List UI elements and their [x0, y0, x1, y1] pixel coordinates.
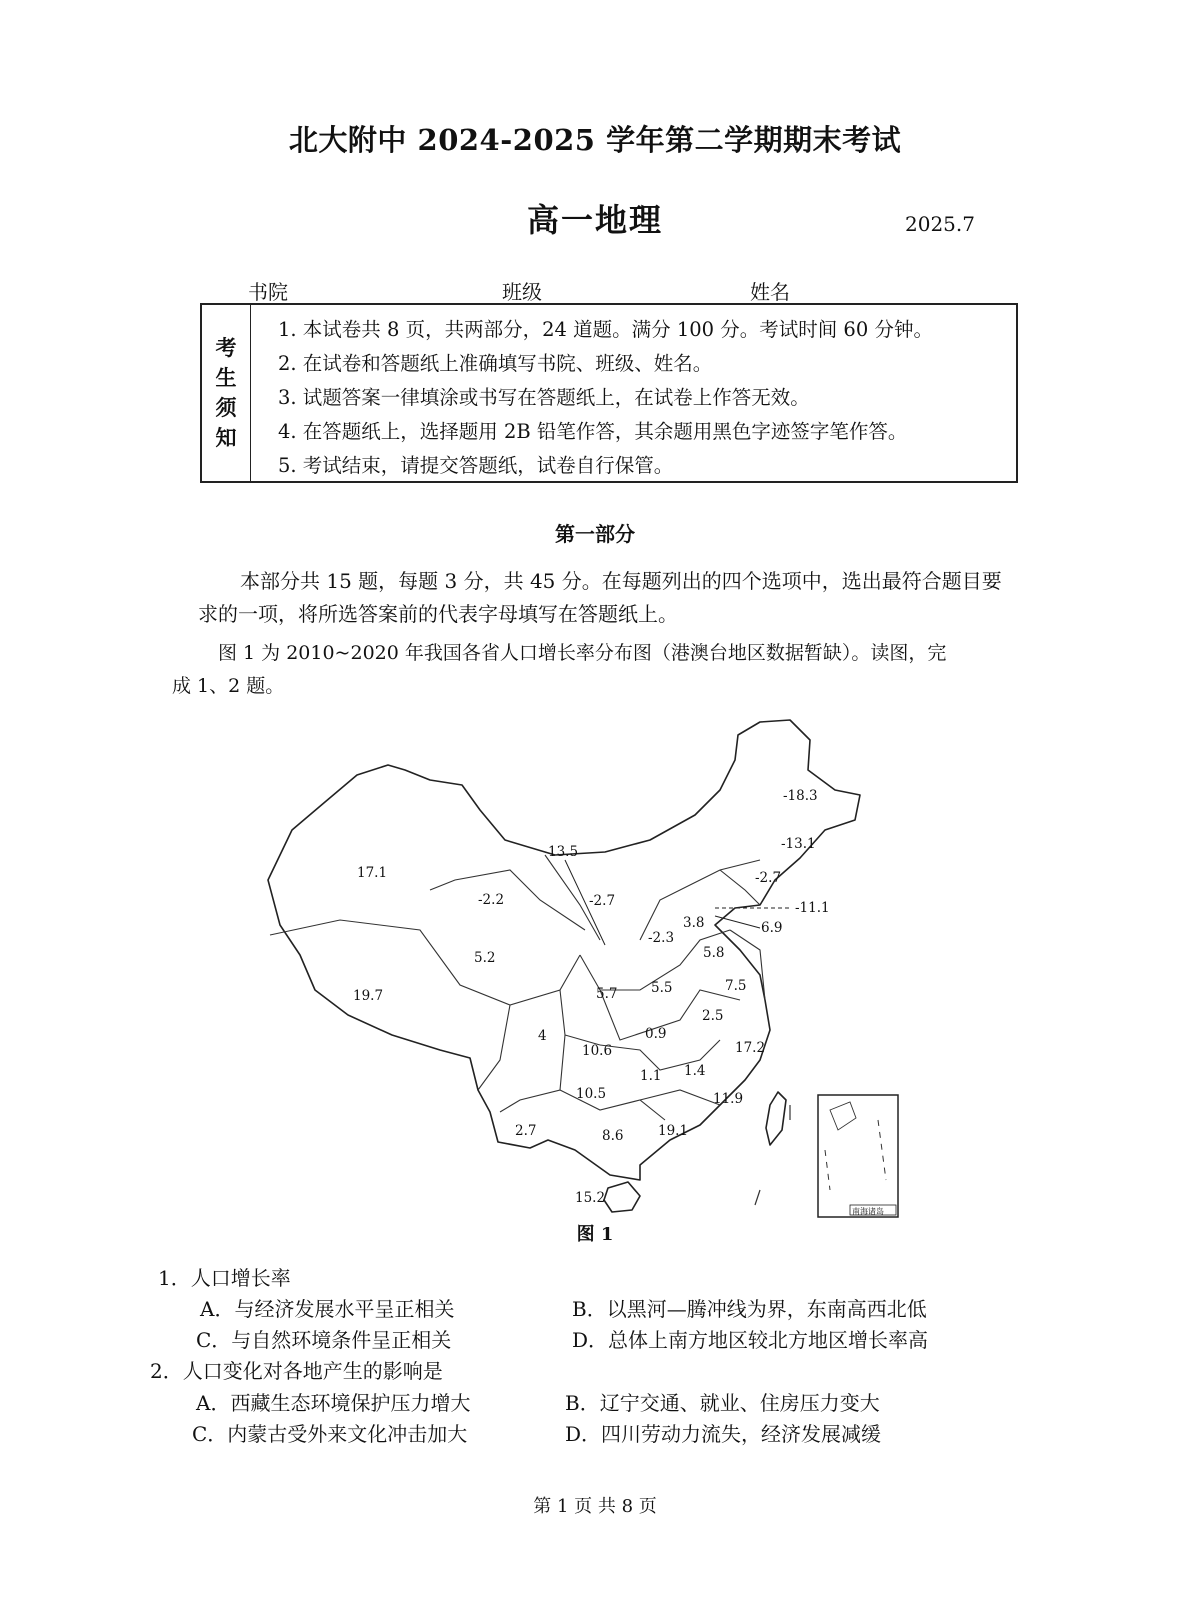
- notice-item: 3. 试题答案一律填涂或书写在答题纸上，在试卷上作答无效。: [278, 386, 810, 409]
- map-value: -2.3: [648, 930, 675, 946]
- exam-subject: 高一地理: [526, 201, 663, 239]
- map-value: 15.2: [575, 1190, 606, 1206]
- map-value: 1.1: [640, 1068, 662, 1084]
- notice-item: 5. 考试结束，请提交答题纸，试卷自行保管。: [278, 454, 674, 477]
- field-class: 班级: [502, 280, 542, 304]
- map-value: 17.2: [735, 1040, 766, 1056]
- figure-intro-cont: 成 1、2 题。: [172, 675, 285, 697]
- part-instructions: 本部分共 15 题，每题 3 分，共 45 分。在每题列出的四个选项中，选出最符合题目要: [240, 569, 1002, 593]
- question-2-option-a: A．西藏生态环境保护压力增大: [196, 1391, 471, 1415]
- figure-caption: 图 1: [576, 1224, 614, 1245]
- question-1-option-d: D．总体上南方地区较北方地区增长率高: [572, 1328, 929, 1352]
- map-value: 19.1: [658, 1123, 689, 1139]
- map-value: 1.4: [684, 1063, 706, 1079]
- question-2-stem: 2．人口变化对各地产生的影响是: [150, 1359, 443, 1383]
- map-value: 3.8: [683, 915, 705, 931]
- map-value: -2.2: [478, 892, 505, 908]
- map-value: 7.5: [725, 978, 747, 994]
- south-china-sea-inset: [818, 1095, 898, 1217]
- map-value: -2.7: [589, 893, 616, 909]
- notice-item: 2. 在试卷和答题纸上准确填写书院、班级、姓名。: [278, 352, 713, 375]
- map-value: 5.5: [651, 980, 673, 996]
- question-2-option-d: D．四川劳动力流失，经济发展减缓: [565, 1422, 882, 1446]
- exam-title: 北大附中 2024-2025 学年第二学期期末考试: [288, 123, 902, 157]
- taiwan-outline: [766, 1092, 786, 1145]
- map-outline: [268, 720, 860, 1180]
- question-2-option-c: C．内蒙古受外来文化冲击加大: [192, 1422, 468, 1446]
- map-value: 0.9: [645, 1026, 667, 1042]
- question-1-stem: 1．人口增长率: [158, 1266, 291, 1290]
- notice-label-char: 考: [215, 335, 237, 360]
- map-value: 2.7: [515, 1123, 537, 1139]
- exam-date: 2025.7: [905, 212, 975, 236]
- map-value: 5.2: [474, 950, 496, 966]
- notice-item: 1. 本试卷共 8 页，共两部分，24 道题。满分 100 分。考试时间 60 分钟。: [278, 318, 933, 341]
- notice-item: 4. 在答题纸上，选择题用 2B 铅笔作答，其余题用黑色字迹签字笔作答。: [278, 420, 908, 443]
- hainan-outline: [604, 1182, 640, 1212]
- map-value: 10.6: [582, 1043, 613, 1059]
- question-1-option-c: C．与自然环境条件呈正相关: [196, 1328, 452, 1352]
- field-academy: 书院: [248, 280, 288, 304]
- map-value: 19.7: [353, 988, 384, 1004]
- map-value: 8.6: [602, 1128, 624, 1144]
- part-instructions-cont: 求的一项，将所选答案前的代表字母填写在答题纸上。: [198, 602, 678, 626]
- map-value: -2.7: [755, 870, 782, 886]
- question-1-option-a: A．与经济发展水平呈正相关: [200, 1297, 455, 1321]
- map-value: 5.7: [596, 986, 618, 1002]
- map-value: -13.1: [781, 836, 816, 852]
- map-value: 5.8: [703, 945, 725, 961]
- map-value: -18.3: [783, 788, 818, 804]
- notice-label-char: 须: [215, 395, 237, 420]
- map-value: 11.9: [713, 1091, 744, 1107]
- part-title: 第一部分: [555, 522, 635, 546]
- map-value: 6.9: [761, 920, 783, 936]
- figure-intro: 图 1 为 2010~2020 年我国各省人口增长率分布图（港澳台地区数据暂缺）。读图，完: [218, 642, 947, 664]
- map-value: -11.1: [795, 900, 830, 916]
- map-value: 2.5: [702, 1008, 724, 1024]
- question-1-option-b: B．以黑河—腾冲线为界，东南高西北低: [572, 1297, 927, 1321]
- map-value: 13.5: [548, 844, 579, 860]
- map-value: 17.1: [357, 865, 388, 881]
- page-footer: 第 1 页 共 8 页: [533, 1496, 657, 1517]
- notice-label-char: 知: [215, 425, 237, 450]
- map-value: 4: [538, 1028, 547, 1044]
- field-name: 姓名: [750, 280, 790, 304]
- map-value: 10.5: [576, 1086, 607, 1102]
- inset-label: 南海诸岛: [852, 1207, 884, 1216]
- notice-label-char: 生: [215, 365, 237, 390]
- question-2-option-b: B．辽宁交通、就业、住房压力变大: [565, 1391, 880, 1415]
